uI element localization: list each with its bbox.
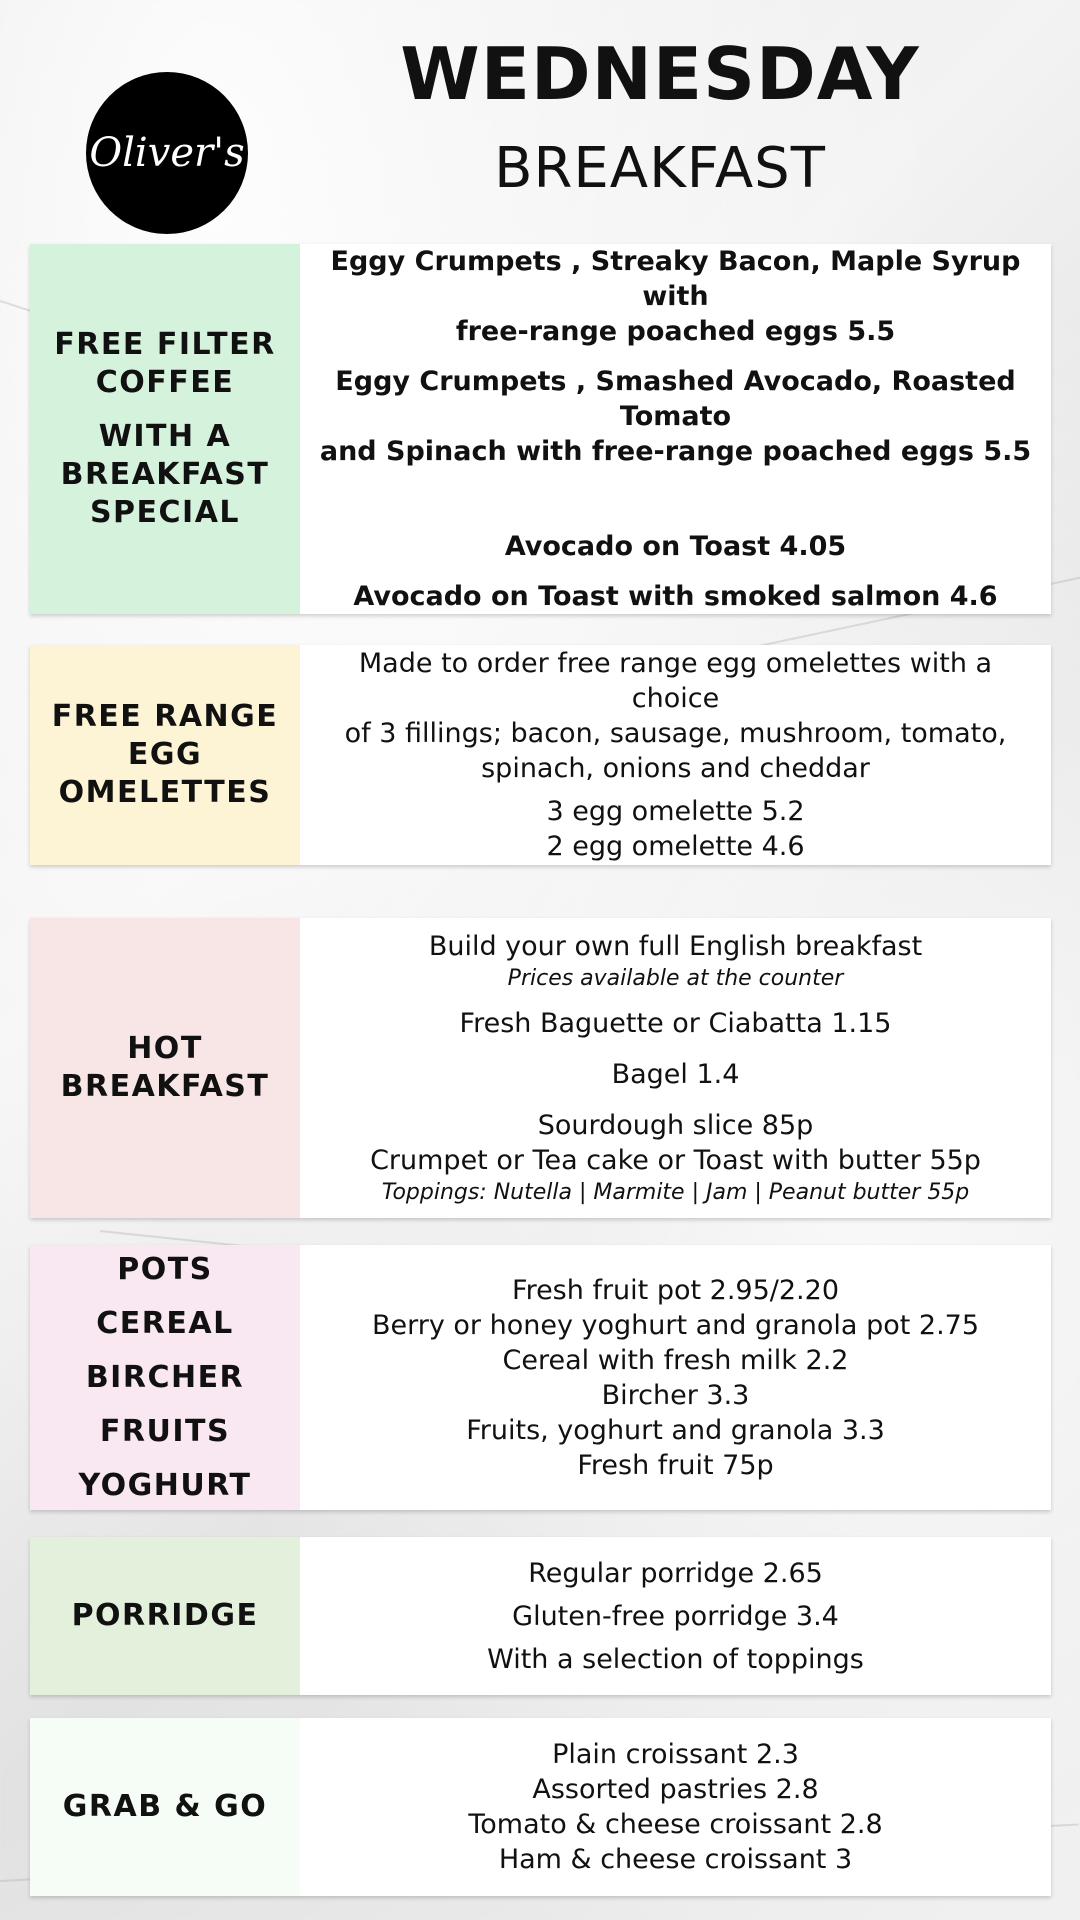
- menu-item: Fresh fruit pot 2.95/2.20: [512, 1274, 839, 1306]
- menu-item: Tomato & cheese croissant 2.8: [468, 1809, 883, 1840]
- menu-note: Prices available at the counter: [507, 965, 844, 991]
- menu-item: free-range poached eggs 5.5: [455, 316, 896, 347]
- category-line: FREE RANGE: [51, 699, 279, 734]
- menu-item: With a selection of toppings: [487, 1643, 864, 1675]
- item-list: [300, 1718, 1051, 1896]
- category-line: COFFEE: [95, 365, 235, 400]
- category-label: [30, 918, 300, 1218]
- menu-item: Berry or honey yoghurt and granola pot 2.75: [371, 1309, 980, 1341]
- menu-item: Bircher 3.3: [601, 1379, 750, 1411]
- category-line: POTS: [117, 1251, 213, 1287]
- category-label: [30, 244, 300, 614]
- menu-header: [0, 0, 1080, 240]
- category-line: YOGHURT: [78, 1467, 252, 1503]
- menu-item: Fresh fruit 75p: [577, 1449, 774, 1481]
- item-list: [300, 1537, 1051, 1695]
- menu-note: Toppings: Nutella | Marmite | Jam | Peanut butter 55p: [381, 1179, 970, 1205]
- category-line: BIRCHER: [85, 1359, 245, 1395]
- category-line: GRAB & GO: [62, 1789, 268, 1824]
- menu-item: 2 egg omelette 4.6: [546, 831, 805, 862]
- category-line: EGG: [127, 737, 203, 772]
- menu-item: Eggy Crumpets , Streaky Bacon, Maple Syrup with: [330, 246, 1021, 312]
- category-line: FREE FILTER: [54, 327, 276, 362]
- category-line: SPECIAL: [89, 495, 241, 530]
- category-line: CEREAL: [96, 1305, 234, 1341]
- item-list: [300, 645, 1051, 865]
- day-title: WEDNESDAY: [400, 32, 920, 116]
- menu-item: Assorted pastries 2.8: [532, 1774, 819, 1805]
- menu-item: Avocado on Toast 4.05: [504, 530, 847, 562]
- category-line: BREAKFAST: [60, 457, 270, 492]
- category-line: PORRIDGE: [71, 1598, 259, 1633]
- menu-item: Gluten-free porridge 3.4: [512, 1600, 839, 1632]
- menu-item: Cereal with fresh milk 2.2: [502, 1344, 849, 1376]
- category-line: BREAKFAST: [60, 1069, 270, 1104]
- section-grab-and-go: [30, 1718, 1051, 1896]
- menu-item: 3 egg omelette 5.2: [546, 796, 805, 827]
- menu-item: Ham & cheese croissant 3: [498, 1844, 853, 1875]
- menu-item: Sourdough slice 85p: [537, 1109, 814, 1141]
- menu-item: spinach, onions and cheddar: [481, 753, 870, 784]
- menu-item: Avocado on Toast with smoked salmon 4.6: [353, 580, 998, 612]
- olivers-logo: Oliver's: [86, 72, 248, 234]
- menu-item: Eggy Crumpets , Smashed Avocado, Roasted Tomato: [335, 366, 1016, 433]
- category-line: FRUITS: [99, 1413, 231, 1449]
- menu-item: Fruits, yoghurt and granola 3.3: [466, 1414, 885, 1446]
- category-label: [30, 1537, 300, 1695]
- section-porridge: [30, 1537, 1051, 1695]
- category-line: HOT: [127, 1031, 203, 1066]
- item-list: [300, 244, 1051, 614]
- menu-item: Bagel 1.4: [611, 1058, 740, 1090]
- category-line: OMELETTES: [58, 775, 272, 810]
- menu-item: Build your own full English breakfast: [428, 930, 923, 962]
- menu-item: Made to order free range egg omelettes with a choice: [358, 648, 993, 714]
- category-label: [30, 1718, 300, 1896]
- menu-item: and Spinach with free-range poached eggs 5.5: [319, 436, 1032, 468]
- menu-item: Crumpet or Tea cake or Toast with butter 55p: [370, 1144, 981, 1176]
- section-pots-cereal: [30, 1245, 1051, 1510]
- section-breakfast-special: [30, 244, 1051, 614]
- menu-item: Regular porridge 2.65: [528, 1557, 823, 1589]
- category-line: WITH A: [98, 419, 232, 454]
- item-list: [300, 1245, 1051, 1510]
- menu-item: of 3 fillings; bacon, sausage, mushroom, tomato,: [344, 718, 1007, 749]
- meal-subtitle: BREAKFAST: [494, 136, 826, 201]
- menu-item: Plain croissant 2.3: [552, 1739, 799, 1770]
- section-omelettes: [30, 645, 1051, 865]
- section-hot-breakfast: [30, 918, 1051, 1218]
- item-list: [300, 918, 1051, 1218]
- category-label: [30, 1245, 300, 1510]
- category-label: [30, 645, 300, 865]
- menu-item: Fresh Baguette or Ciabatta 1.15: [459, 1007, 892, 1039]
